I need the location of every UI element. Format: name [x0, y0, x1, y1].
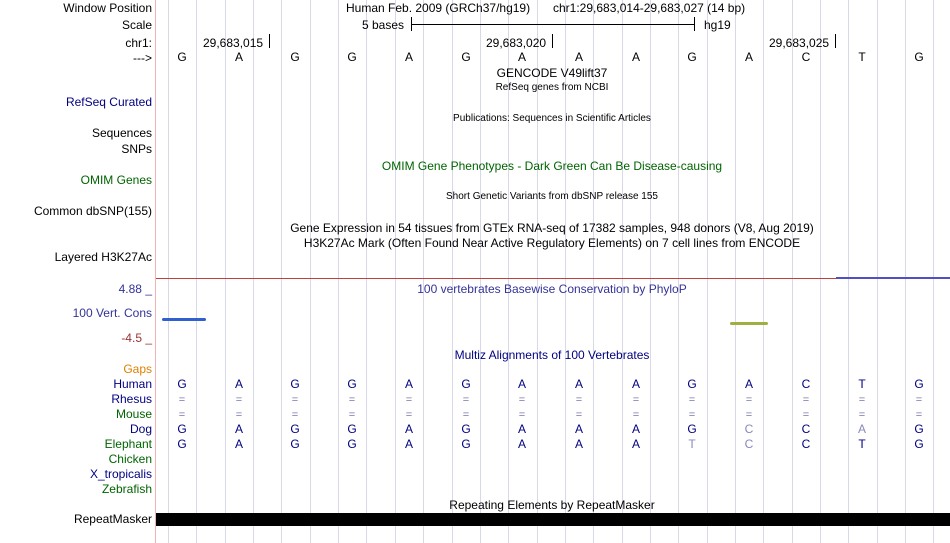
refseq-title[interactable]: RefSeq genes from NCBI	[495, 82, 609, 93]
species-label[interactable]: Dog	[129, 422, 152, 436]
alignment-base: A	[631, 422, 640, 436]
alignment-base: G	[461, 377, 471, 391]
alignment-base: G	[461, 422, 471, 436]
alignment-base: =	[915, 394, 923, 406]
alignment-base: =	[405, 394, 413, 406]
alignment-base: =	[518, 409, 526, 421]
window-position-label: Window Position	[63, 1, 152, 15]
coord-tick	[835, 34, 836, 48]
repeatmasker-title[interactable]: Repeating Elements by RepeatMasker	[449, 498, 655, 512]
h3k27ac-signal	[836, 277, 950, 279]
alignment-base: =	[178, 394, 186, 406]
scale-label: Scale	[121, 18, 152, 32]
species-label[interactable]: X_tropicalis	[89, 467, 152, 481]
alignment-base: A	[517, 422, 526, 436]
coord-tick	[269, 34, 270, 48]
grid-line	[366, 0, 367, 543]
alignment-base: =	[688, 409, 696, 421]
base: G	[347, 50, 357, 64]
alignment-base: G	[914, 422, 924, 436]
alignment-base: =	[235, 394, 243, 406]
alignment-base: G	[347, 437, 357, 451]
alignment-base: =	[518, 394, 526, 406]
base: A	[744, 50, 753, 64]
base: A	[404, 50, 413, 64]
phylop-max: 4.88 _	[118, 282, 152, 296]
grid-line	[168, 0, 169, 543]
coord-tick	[552, 34, 553, 48]
grid-line	[281, 0, 282, 543]
base: A	[574, 50, 583, 64]
grid-line	[905, 0, 906, 543]
alignment-base: G	[177, 437, 187, 451]
alignment-base: A	[631, 437, 640, 451]
alignment-base: =	[348, 409, 356, 421]
alignment-base: =	[632, 394, 640, 406]
alignment-base: C	[801, 377, 811, 391]
alignment-base: =	[745, 409, 753, 421]
alignment-base: =	[688, 394, 696, 406]
grid-line	[310, 0, 311, 543]
alignment-base: =	[575, 409, 583, 421]
base: A	[517, 50, 526, 64]
dbsnp-title[interactable]: Short Genetic Variants from dbSNP release 155	[446, 191, 658, 202]
base: G	[177, 50, 187, 64]
common-dbsnp-label[interactable]: Common dbSNP(155)	[33, 204, 152, 218]
repeatmasker-label[interactable]: RepeatMasker	[73, 512, 152, 526]
alignment-base: G	[290, 377, 300, 391]
repeat-block[interactable]	[156, 513, 950, 526]
grid-line	[735, 0, 736, 543]
alignment-base: =	[291, 394, 299, 406]
base: A	[631, 50, 640, 64]
phylop-label[interactable]: 100 Vert. Cons	[72, 306, 152, 320]
grid-line	[253, 0, 254, 543]
alignment-base: =	[235, 409, 243, 421]
gencode-title[interactable]: GENCODE V49lift37	[496, 66, 608, 80]
alignment-base: =	[291, 409, 299, 421]
alignment-base: A	[744, 377, 753, 391]
alignment-base: =	[915, 409, 923, 421]
scale-text: 5 bases	[362, 18, 405, 32]
alignment-base: G	[687, 422, 697, 436]
alignment-base: A	[574, 437, 583, 451]
alignment-base: =	[405, 409, 413, 421]
strand-label: --->	[133, 51, 152, 65]
h3k27ac-title[interactable]: H3K27Ac Mark (Often Found Near Active Regulatory Elements) on 7 cell lines from ENCODE	[303, 236, 801, 250]
alignment-base: A	[574, 377, 583, 391]
species-label[interactable]: Rhesus	[111, 392, 152, 406]
alignment-base: =	[462, 394, 470, 406]
sequences-label[interactable]: Sequences	[91, 126, 152, 140]
alignment-base: A	[857, 422, 866, 436]
grid-line	[650, 0, 651, 543]
alignment-base: =	[462, 409, 470, 421]
species-label[interactable]: Chicken	[108, 452, 152, 466]
grid-line	[622, 0, 623, 543]
chrom-label: chr1:	[125, 36, 152, 50]
alignment-base: =	[632, 409, 640, 421]
alignment-base: =	[575, 394, 583, 406]
base: G	[461, 50, 471, 64]
grid-line	[763, 0, 764, 543]
species-label[interactable]: Human	[113, 377, 152, 391]
alignment-base: =	[745, 394, 753, 406]
species-label[interactable]: Elephant	[104, 437, 152, 451]
alignment-base: A	[574, 422, 583, 436]
alignment-base: G	[347, 422, 357, 436]
omim-title[interactable]: OMIM Gene Phenotypes - Dark Green Can Be Disease-causing	[381, 159, 723, 173]
coord-label: 29,683,025	[769, 36, 830, 50]
alignment-base: =	[802, 394, 810, 406]
grid-line	[848, 0, 849, 543]
grid-line	[877, 0, 878, 543]
alignment-base: T	[858, 377, 866, 391]
phylop-min: -4.5 _	[121, 331, 152, 345]
gtex-title[interactable]: Gene Expression in 54 tissues from GTEx RNA-seq of 17382 samples, 948 donors (V8, Aug 2019)	[290, 221, 814, 235]
phylop-title[interactable]: 100 vertebrates Basewise Conservation by PhyloP	[417, 282, 687, 296]
base: A	[234, 50, 243, 64]
base: G	[914, 50, 924, 64]
alignment-base: C	[801, 422, 811, 436]
h3k27ac-signal	[156, 278, 836, 279]
alignment-base: A	[517, 377, 526, 391]
alignment-base: A	[404, 437, 413, 451]
publications-title[interactable]: Publications: Sequences in Scientific Articles	[453, 113, 651, 124]
base: G	[687, 50, 697, 64]
alignment-base: G	[177, 377, 187, 391]
grid-line	[196, 0, 197, 543]
species-label[interactable]: Zebrafish	[101, 482, 152, 496]
refseq-curated-label[interactable]: RefSeq Curated	[65, 95, 152, 109]
gaps-label[interactable]: Gaps	[123, 362, 152, 376]
alignment-base: G	[290, 437, 300, 451]
layered-h3k27ac-label[interactable]: Layered H3K27Ac	[54, 250, 152, 264]
alignment-base: G	[347, 377, 357, 391]
grid-line	[423, 0, 424, 543]
alignment-base: C	[744, 422, 754, 436]
grid-line	[395, 0, 396, 543]
alignment-base: A	[234, 422, 243, 436]
alignment-base: A	[404, 422, 413, 436]
alignment-base: G	[914, 437, 924, 451]
alignment-base: C	[744, 437, 754, 451]
alignment-base: C	[801, 437, 811, 451]
scale-bar	[411, 17, 695, 31]
coord-label: 29,683,015	[203, 36, 264, 50]
snps-label[interactable]: SNPs	[121, 142, 152, 156]
scale-db: hg19	[704, 18, 731, 32]
grid-line	[933, 0, 934, 543]
coord-label: 29,683,020	[486, 36, 547, 50]
multiz-title[interactable]: Multiz Alignments of 100 Vertebrates	[454, 348, 650, 362]
grid-line	[678, 0, 679, 543]
phylop-bar	[730, 322, 768, 325]
alignment-base: =	[858, 409, 866, 421]
grid-line	[338, 0, 339, 543]
alignment-base: A	[234, 437, 243, 451]
alignment-base: A	[234, 377, 243, 391]
grid-line	[707, 0, 708, 543]
base: T	[858, 50, 866, 64]
grid-line	[792, 0, 793, 543]
alignment-base: T	[858, 437, 866, 451]
alignment-base: G	[914, 377, 924, 391]
alignment-base: A	[517, 437, 526, 451]
alignment-base: G	[177, 422, 187, 436]
alignment-base: G	[461, 437, 471, 451]
alignment-base: T	[688, 437, 696, 451]
grid-line	[820, 0, 821, 543]
position-readout[interactable]: chr1:29,683,014-29,683,027 (14 bp)	[553, 1, 746, 15]
species-label[interactable]: Mouse	[115, 407, 152, 421]
alignment-base: G	[687, 377, 697, 391]
alignment-base: =	[802, 409, 810, 421]
alignment-base: A	[404, 377, 413, 391]
base: G	[290, 50, 300, 64]
alignment-base: G	[290, 422, 300, 436]
alignment-base: =	[858, 394, 866, 406]
omim-genes-label[interactable]: OMIM Genes	[80, 173, 152, 187]
grid-line	[452, 0, 453, 543]
base: C	[801, 50, 811, 64]
grid-line	[480, 0, 481, 543]
assembly-name: Human Feb. 2009 (GRCh37/hg19)	[346, 1, 531, 15]
alignment-base: =	[178, 409, 186, 421]
alignment-base: =	[348, 394, 356, 406]
grid-line	[225, 0, 226, 543]
phylop-bar	[162, 318, 206, 321]
alignment-base: A	[631, 377, 640, 391]
